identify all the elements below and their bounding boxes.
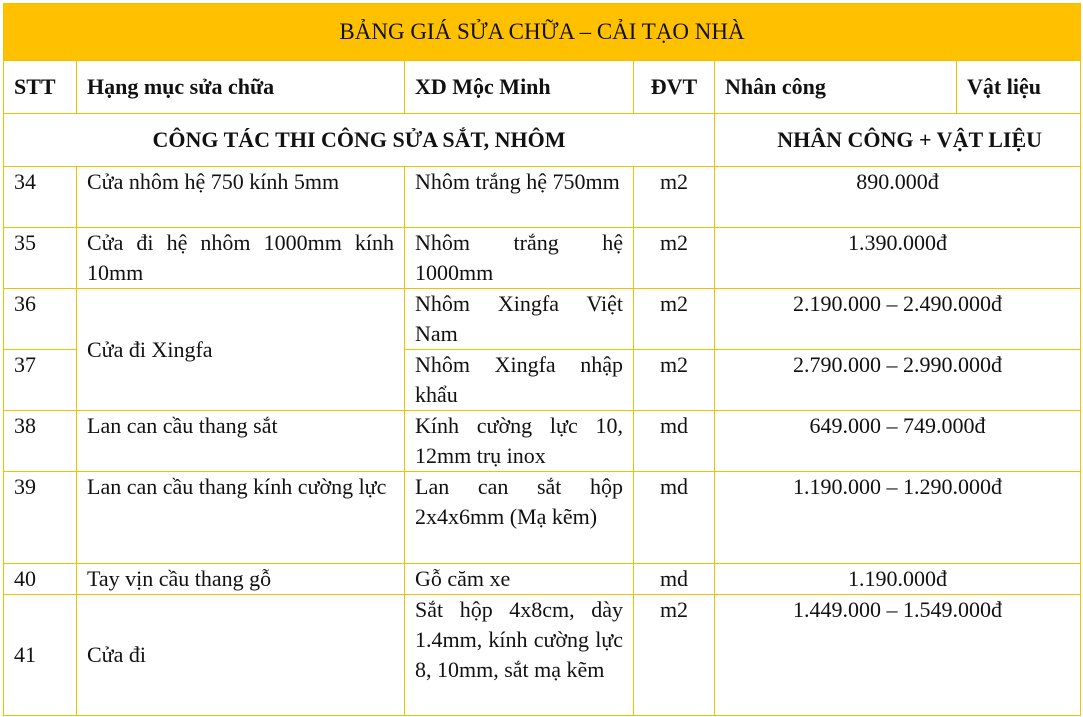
header-unit: ĐVT — [634, 61, 715, 114]
row-unit: m2 — [634, 595, 715, 716]
table-row — [4, 564, 1081, 595]
row-item: Cửa đi Xingfa — [77, 289, 405, 411]
table-row — [4, 289, 1081, 350]
row-unit: md — [634, 472, 715, 564]
row-price: 1.449.000 – 1.549.000đ — [715, 595, 1081, 716]
table-row — [4, 595, 1081, 716]
section-title: CÔNG TÁC THI CÔNG SỬA SẮT, NHÔM — [4, 114, 715, 167]
table-row — [4, 228, 1081, 289]
row-unit: m2 — [634, 350, 715, 411]
row-price: 1.190.000đ — [715, 564, 1081, 595]
row-unit: md — [634, 411, 715, 472]
row-item: Cửa đi — [77, 595, 405, 716]
row-stt: 38 — [4, 411, 77, 472]
row-spec: Lan can sắt hộp 2x4x6mm (Mạ kẽm) — [405, 472, 634, 564]
row-stt: 35 — [4, 228, 77, 289]
header-item: Hạng mục sửa chữa — [77, 61, 405, 114]
row-item: Cửa đi hệ nhôm 1000mm kính 10mm — [77, 228, 405, 289]
row-stt: 34 — [4, 167, 77, 228]
table-row — [4, 472, 1081, 564]
row-item: Cửa nhôm hệ 750 kính 5mm — [77, 167, 405, 228]
header-brand: XD Mộc Minh — [405, 61, 634, 114]
row-price: 890.000đ — [715, 167, 1081, 228]
row-item: Lan can cầu thang sắt — [77, 411, 405, 472]
row-price: 649.000 – 749.000đ — [715, 411, 1081, 472]
row-price: 1.190.000 – 1.290.000đ — [715, 472, 1081, 564]
table-row — [4, 411, 1081, 472]
row-spec: Nhôm trắng hệ 1000mm — [405, 228, 634, 289]
row-price: 2.790.000 – 2.990.000đ — [715, 350, 1081, 411]
row-stt: 39 — [4, 472, 77, 564]
row-unit: m2 — [634, 228, 715, 289]
row-spec: Sắt hộp 4x8cm, dày 1.4mm, kính cường lực 8, 10mm, sắt mạ kẽm — [405, 595, 634, 716]
row-stt: 40 — [4, 564, 77, 595]
row-unit: m2 — [634, 289, 715, 350]
row-spec: Kính cường lực 10, 12mm trụ inox — [405, 411, 634, 472]
header-material: Vật liệu — [957, 61, 1081, 114]
header-labor: Nhân công — [715, 61, 957, 114]
row-stt: 36 — [4, 289, 77, 350]
row-item: Tay vịn cầu thang gỗ — [77, 564, 405, 595]
row-spec: Nhôm trắng hệ 750mm — [405, 167, 634, 228]
section-price-type: NHÂN CÔNG + VẬT LIỆU — [715, 114, 1081, 167]
row-price: 2.190.000 – 2.490.000đ — [715, 289, 1081, 350]
row-stt: 37 — [4, 350, 77, 411]
row-unit: m2 — [634, 167, 715, 228]
row-spec: Nhôm Xingfa Việt Nam — [405, 289, 634, 350]
row-unit: md — [634, 564, 715, 595]
row-price: 1.390.000đ — [715, 228, 1081, 289]
row-spec: Gỗ căm xe — [405, 564, 634, 595]
row-spec: Nhôm Xingfa nhập khẩu — [405, 350, 634, 411]
table-row — [4, 167, 1081, 228]
table-title: BẢNG GIÁ SỬA CHỮA – CẢI TẠO NHÀ — [4, 4, 1081, 61]
row-item: Lan can cầu thang kính cường lực — [77, 472, 405, 564]
price-table — [3, 3, 1081, 716]
header-stt: STT — [4, 61, 77, 114]
row-stt: 41 — [4, 595, 77, 716]
